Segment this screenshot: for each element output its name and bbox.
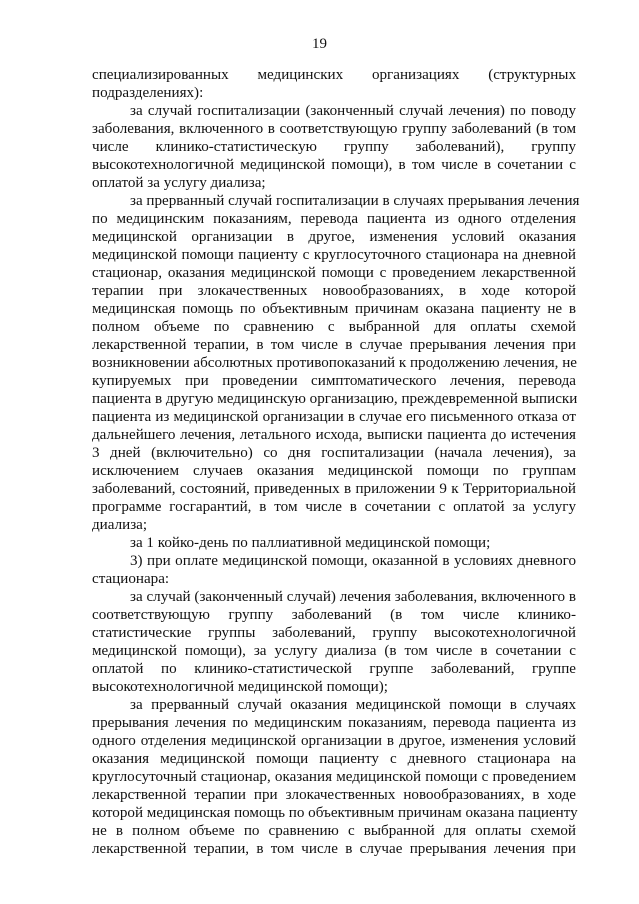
text-line: стационара: xyxy=(92,571,170,587)
text-line: медицинская помощь по объективным причинам оказана пациенту не в xyxy=(92,301,576,317)
document-body xyxy=(92,66,580,858)
text-line: заболеваний, состояний, приведенных в приложении 9 к Территориальной xyxy=(92,481,576,497)
text-line: за 1 койко-день по паллиативной медицинской помощи; xyxy=(130,535,491,551)
text-line: за случай госпитализации (законченный случай лечения) по поводу xyxy=(130,103,576,119)
text-line: числе клинико-статистическую группу заболеваний), группу xyxy=(92,139,576,155)
text-line: оплатой по клинико-статистической группе заболеваний, группе xyxy=(92,661,576,677)
text-line: медицинской организации в другое, изменения условий оказания xyxy=(92,229,576,245)
text-line: пациента из медицинской организации в случае его письменного отказа от xyxy=(92,409,576,425)
text-line: не в полном объеме по сравнению с выбранной для оплаты схемой xyxy=(92,823,576,839)
text-line: лекарственной терапии, в том числе в случае прерывания лечения при xyxy=(92,337,576,353)
text-line: за случай (законченный случай) лечения заболевания, включенного в xyxy=(130,589,576,605)
text-line: исключением случаев оказания медицинской помощи по группам xyxy=(92,463,576,479)
page-number: 19 xyxy=(312,36,327,52)
text-line: возникновении абсолютных противопоказаний к продолжению лечения, не xyxy=(92,355,577,371)
text-line: оплатой за услугу диализа; xyxy=(92,175,266,191)
text-line: 3 дней (включительно) со дня госпитализации (начала лечения), за xyxy=(92,445,576,461)
text-line: диализа; xyxy=(92,517,148,533)
text-line: стационар, оказания медицинской помощи с проведением лекарственной xyxy=(92,265,576,281)
text-line: за прерванный случай госпитализации в случаях прерывания лечения xyxy=(130,193,580,209)
text-line: дальнейшего лечения, летального исхода, выписки пациента до истечения xyxy=(92,427,576,443)
text-line: высокотехнологичной медицинской помощи), в том числе в сочетании с xyxy=(92,157,576,173)
text-line: лекарственной терапии, в том числе в случае прерывания лечения при xyxy=(92,841,576,857)
text-line: круглосуточный стационар, оказания медицинской помощи с проведением xyxy=(92,769,576,785)
text-line: прерывания лечения по медицинским показаниям, перевода пациента из xyxy=(92,715,576,731)
text-line: оказания медицинской помощи пациенту с дневного стационара на xyxy=(92,751,576,767)
text-line: одного отделения медицинской организации в другое, изменения условий xyxy=(92,733,576,749)
text-line: терапии при злокачественных новообразованиях, в ходе которой xyxy=(92,283,576,299)
text-line: специализированных медицинских организациях (структурных xyxy=(92,67,576,83)
text-line: программе госгарантий, в том числе в сочетании с оплатой за услугу xyxy=(92,499,576,515)
text-line: высокотехнологичной медицинской помощи); xyxy=(92,679,388,695)
text-line: по медицинским показаниям, перевода пациента из одного отделения xyxy=(92,211,576,227)
text-line: подразделениях): xyxy=(92,85,204,101)
text-line: соответствующую группу заболеваний (в том числе клинико- xyxy=(92,607,576,623)
text-line: заболевания, включенного в соответствующую группу заболеваний (в том xyxy=(92,121,576,137)
text-line: 3) при оплате медицинской помощи, оказанной в условиях дневного xyxy=(130,553,576,569)
text-line: лекарственной терапии при злокачественных новообразованиях, в ходе xyxy=(92,787,576,803)
text-line: которой медицинская помощь по объективным причинам оказана пациенту xyxy=(92,805,578,821)
text-line: полном объеме по сравнению с выбранной для оплаты схемой xyxy=(92,319,576,335)
text-line: медицинской помощи), за услугу диализа (в том числе в сочетании с xyxy=(92,643,576,659)
text-line: статистические группы заболеваний, группу высокотехнологичной xyxy=(92,625,576,641)
text-line: пациента в другую медицинскую организацию, преждевременной выписки xyxy=(92,391,578,407)
text-line: купируемых при проведении симптоматического лечения, перевода xyxy=(92,373,576,389)
text-line: медицинской помощи пациенту с круглосуточного стационара на дневной xyxy=(92,247,576,263)
text-line: за прерванный случай оказания медицинской помощи в случаях xyxy=(130,697,576,713)
